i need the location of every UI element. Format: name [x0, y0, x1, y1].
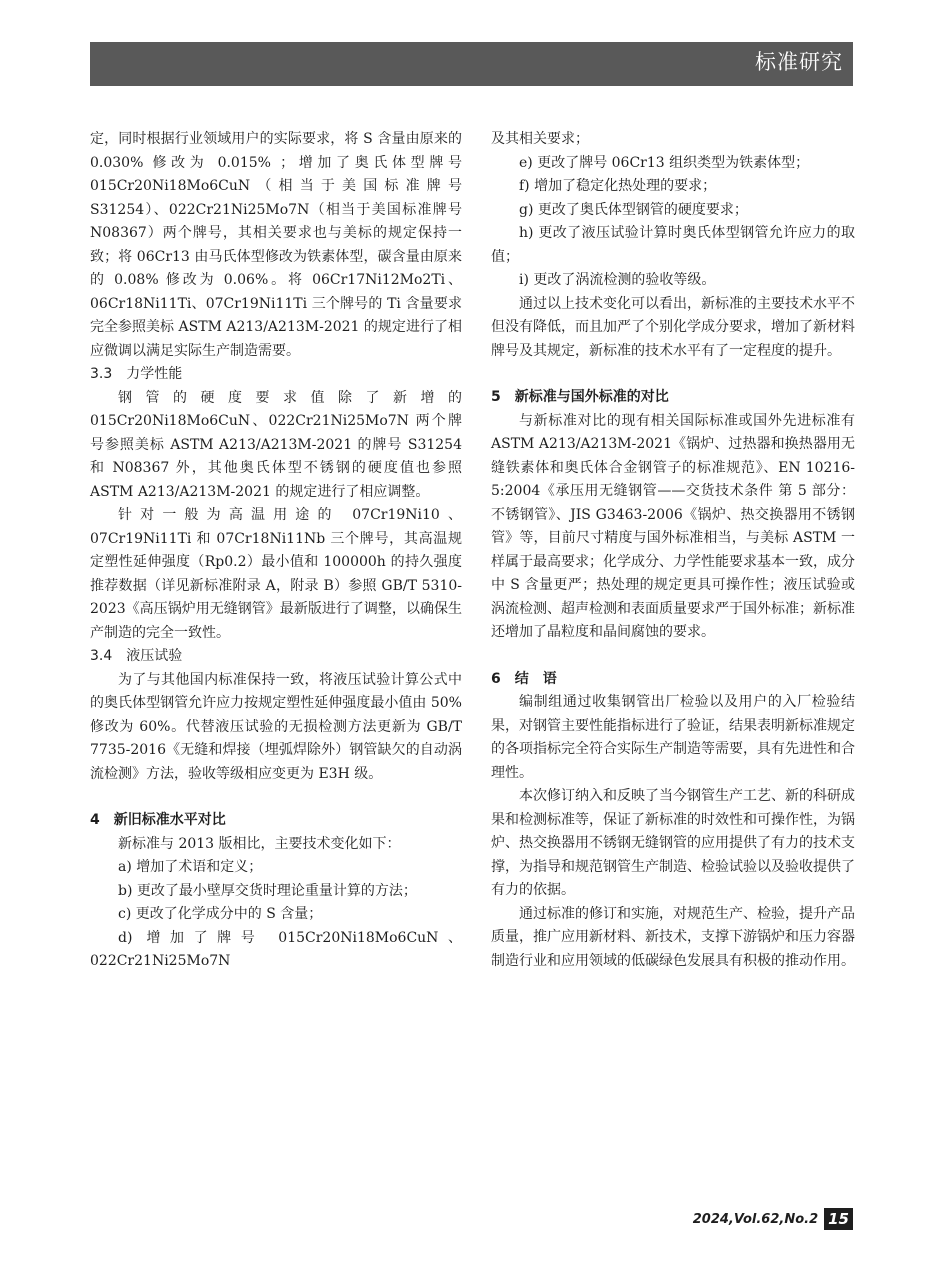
paragraph: 定，同时根据行业领域用户的实际要求，将 S 含量由原来的 0.030% 修改为 0.015% ；增加了奥氏体型牌号 015Cr20Ni18Mo6CuN（相当于美国标准牌号 S31254）、022Cr21Ni25Mo7N（相当于美国标准牌号 N08367）两个牌号，其相关要求也与美标的规定保持一致；将 06Cr13 由马氏体型修改为铁素体型，碳含量由原来的 0.08% 修改为 0.06%。将 06Cr17Ni12Mo2Ti、06Cr18Ni11Ti、07Cr19Ni11Ti 三个牌号的 Ti 含量要求完全参照美标 ASTM A213/A213M-2021 的规定进行了相应微调以满足实际生产制造需要。	[90, 131, 462, 359]
section-title: 标准研究	[755, 50, 843, 74]
list-item: g) 更改了奥氏体型钢管的硬度要求；	[519, 201, 748, 218]
paragraph: 通过以上技术变化可以看出，新标准的主要技术水平不但没有降低，而且加严了个别化学成分要求，增加了新材料牌号及其规定，新标准的技术水平有了一定程度的提升。	[491, 295, 855, 359]
paragraph: 新标准与 2013 版相比，主要技术变化如下：	[118, 835, 401, 852]
section-heading-3-4: 3.4 液压试验	[90, 648, 183, 664]
section-heading-3-3: 3.3 力学性能	[90, 366, 183, 382]
list-item: c) 更改了化学成分中的 S 含量；	[118, 906, 323, 922]
list-item: i) 更改了涡流检测的验收等级。	[519, 272, 716, 288]
paragraph: 及其相关要求；	[491, 131, 589, 147]
left-column	[90, 128, 462, 974]
section-heading-5: 5 新标准与国外标准的对比	[491, 389, 669, 405]
issue-info: 2024,Vol.62,No.2	[692, 1211, 819, 1227]
list-item: h) 更改了液压试验计算时奥氏体型钢管允许应力的取值；	[491, 225, 855, 265]
paragraph: 针对一般为高温用途的 07Cr19Ni10、07Cr19Ni11Ti 和 07Cr18Ni11Nb 三个牌号，其高温规定塑性延伸强度（Rp0.2）最小值和 100000h 的持久强度推荐数据（详见新标准附录 A，附录 B）参照 GB/T 5310-2023《高压锅炉用无缝钢管》最新版进行了调整，以确保生产制造的完全一致性。	[90, 507, 462, 641]
section-header-bar	[90, 42, 853, 86]
right-column	[491, 128, 855, 973]
section-heading-6: 6 结 语	[491, 670, 557, 687]
paragraph: 为了与其他国内标准保持一致，将液压试验计算公式中的奥氏体型钢管允许应力按规定塑性延伸强度最小值由 50% 修改为 60%。代替液压试验的无损检测方法更新为 GB/T 7735-2016《无缝和焊接（埋弧焊除外）钢管缺欠的自动涡流检测》方法，验收等级相应变更为 E3H 级。	[90, 671, 462, 782]
list-item: d) 增加了牌号 015Cr20Ni18Mo6CuN、022Cr21Ni25Mo7N	[90, 929, 462, 969]
section-heading-4: 4 新旧标准水平对比	[90, 812, 226, 828]
page-footer	[693, 1206, 853, 1232]
paragraph: 编制组通过收集钢管出厂检验以及用户的入厂检验结果，对钢管主要性能指标进行了验证，结果表明新标准规定的各项指标完全符合实际生产制造等需要，具有先进性和合理性。	[491, 694, 855, 781]
page-number: 15	[824, 1208, 853, 1230]
paragraph: 钢管的硬度要求值除了新增的 015Cr20Ni18Mo6CuN、022Cr21Ni25Mo7N 两个牌号参照美标 ASTM A213/A213M-2021 的牌号 S31254 和 N08367 外，其他奥氏体型不锈钢的硬度值也参照 ASTM A213/A213M-2021 的规定进行了相应调整。	[90, 389, 462, 500]
paragraph: 本次修订纳入和反映了当今钢管生产工艺、新的科研成果和检测标准等，保证了新标准的时效性和可操作性，为锅炉、热交换器用不锈钢无缝钢管的应用提供了有力的技术支撑，为指导和规范钢管生产制造、检验试验以及验收提供了有力的依据。	[491, 788, 855, 898]
paragraph: 通过标准的修订和实施，对规范生产、检验，提升产品质量，推广应用新材料、新技术，支撑下游锅炉和压力容器制造行业和应用领域的低碳绿色发展具有积极的推动作用。	[491, 905, 855, 969]
list-item: b) 更改了最小壁厚交货时理论重量计算的方法；	[118, 882, 417, 899]
list-item: e) 更改了牌号 06Cr13 组织类型为铁素体型；	[519, 154, 810, 171]
paragraph: 与新标准对比的现有相关国际标准或国外先进标准有 ASTM A213/A213M-2021《锅炉、过热器和换热器用无缝铁素体和奥氏体合金钢管子的标准规范》、EN 10216-5:2004《承压用无缝钢管——交货技术条件 第 5 部分：不锈钢管》、JIS G3463-2006《锅炉、热交换器用不锈钢管》等，目前尺寸精度与国外标准相当，与美标 ASTM 一样属于最高要求；化学成分、力学性能要求基本一致，成分中 S 含量更严；热处理的规定更具可操作性；液压试验或涡流检测、超声检测和表面质量要求严于国外标准；新标准还增加了晶粒度和晶间腐蚀的要求。	[491, 412, 855, 640]
list-item: a) 增加了术语和定义；	[118, 859, 263, 875]
list-item: f) 增加了稳定化热处理的要求；	[519, 178, 717, 194]
